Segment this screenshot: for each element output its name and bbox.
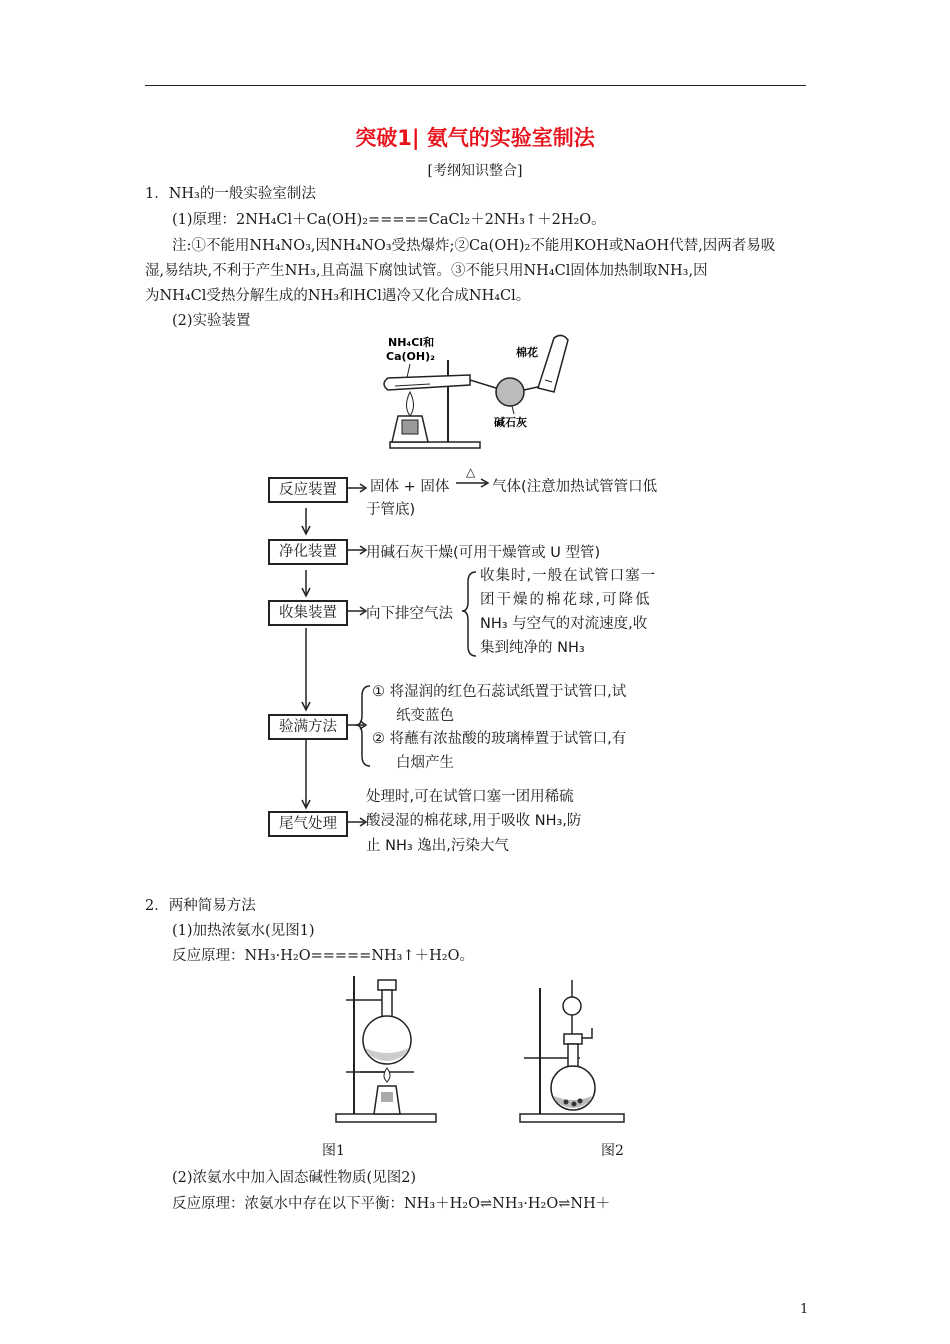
check-item1-line2: 纸变蓝色 — [396, 708, 454, 724]
note-line-3: 为NH₄Cl受热分解生成的NH₃和HCl遇冷又化合成NH₄Cl。 — [145, 288, 531, 304]
check-item1-line1: ① 将湿润的红色石蕊试纸置于试管口,试 — [372, 684, 627, 700]
reaction-desc-line2: 于管底) — [366, 502, 416, 518]
principle-text: (1)原理：2NH₄Cl＋Ca(OH)₂=====CaCl₂＋2NH₃↑＋2H₂O。 — [172, 212, 606, 228]
reagent-label-1: NH₄Cl和 — [388, 336, 435, 349]
purify-box: 净化装置 — [268, 539, 348, 565]
section2-heading: 2．两种简易方法 — [145, 898, 256, 914]
figure-1-apparatus — [330, 968, 442, 1128]
reaction-box: 反应装置 — [268, 477, 348, 503]
top-rule — [145, 85, 806, 86]
page-subtitle: [考纲知识整合] — [427, 163, 523, 179]
collect-note-4: 集到纯净的 NH₃ — [480, 640, 585, 656]
tail-desc-2: 酸浸湿的棉花球,用于吸收 NH₃,防 — [366, 813, 582, 829]
page-number: 1 — [800, 1302, 809, 1317]
collect-box: 收集装置 — [268, 600, 348, 626]
reagent-label-2: Ca(OH)₂ — [386, 350, 435, 363]
check-item2-line1: ② 将蘸有浓盐酸的玻璃棒置于试管口,有 — [372, 731, 627, 747]
reaction-desc-left: 固体 + 固体 — [370, 479, 450, 495]
figure-2-apparatus — [516, 970, 636, 1128]
section1-heading: 1．NH₃的一般实验室制法 — [145, 186, 316, 202]
tail-box: 尾气处理 — [268, 811, 348, 837]
purify-desc: 用碱石灰干燥(可用干燥管或 U 型管) — [366, 545, 601, 561]
figure-1-caption: 图1 — [322, 1143, 345, 1159]
apparatus-diagram — [370, 330, 590, 455]
check-item2-line2: 白烟产生 — [396, 755, 454, 771]
reaction-desc-right: 气体(注意加热试管管口低 — [492, 479, 658, 495]
cotton-label: 棉花 — [516, 346, 538, 359]
collect-note-1: 收集时,一般在试管口塞一 — [480, 568, 657, 584]
check-box: 验满方法 — [268, 714, 348, 740]
apparatus-heading: (2)实验装置 — [172, 313, 251, 329]
tail-desc-3: 止 NH₃ 逸出,污染大气 — [366, 838, 509, 854]
collect-note-2: 团干燥的棉花球,可降低 — [480, 592, 652, 608]
note-line-2: 湿,易结块,不利于产生NH₃,且高温下腐蚀试管。③不能只用NH₄Cl固体加热制取NH₃,因 — [145, 263, 708, 279]
page-title: 突破1| 氨气的实验室制法 — [355, 126, 595, 150]
figure-2-caption: 图2 — [601, 1143, 624, 1159]
reaction1-text: 反应原理：NH₃·H₂O=====NH₃↑＋H₂O。 — [172, 948, 474, 964]
note-line-1: 注:①不能用NH₄NO₃,因NH₄NO₃受热爆炸;②Ca(OH)₂不能用KOH或NaOH代替,因两者易吸 — [172, 238, 776, 254]
reaction2-text: 反应原理：浓氨水中存在以下平衡：NH₃＋H₂O⇌NH₃·H₂O⇌NH＋ — [172, 1196, 611, 1212]
method1-text: (1)加热浓氨水(见图1) — [172, 923, 315, 939]
collect-note-3: NH₃ 与空气的对流速度,收 — [480, 616, 648, 632]
method2-text: (2)浓氨水中加入固态碱性物质(见图2) — [172, 1170, 417, 1186]
heat-symbol: △ — [466, 465, 476, 479]
collect-method: 向下排空气法 — [366, 606, 453, 622]
soda-lime-label: 碱石灰 — [494, 416, 527, 429]
tail-desc-1: 处理时,可在试管口塞一团用稀硫 — [366, 789, 574, 805]
